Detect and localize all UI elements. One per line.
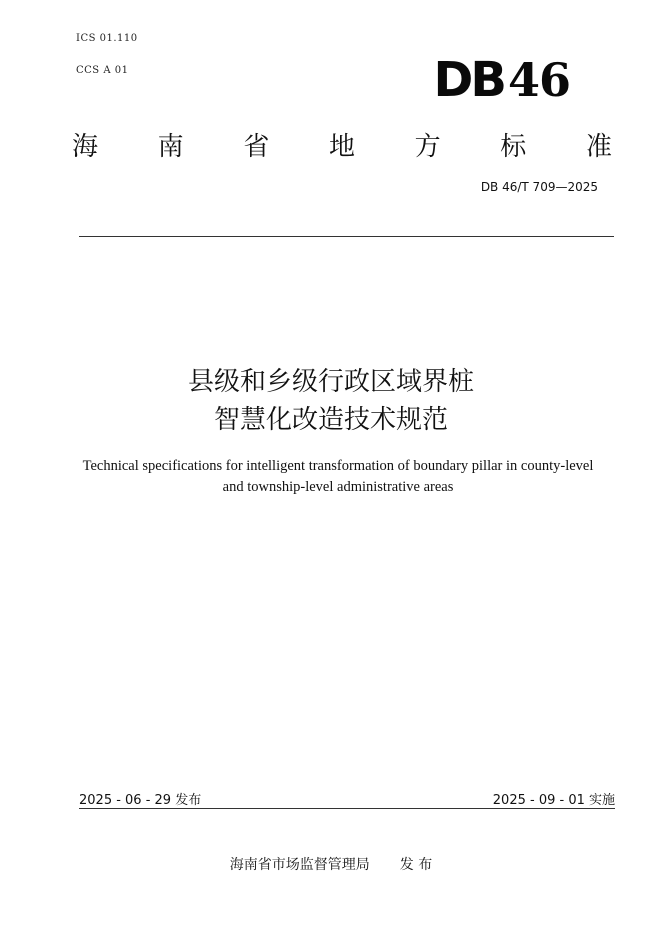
standard-type-char: 准	[585, 132, 612, 162]
db-logo	[433, 52, 570, 108]
issue-date: 2025 - 06 - 29 发布	[79, 793, 202, 808]
db-logo-prefix: DB	[433, 52, 504, 108]
implementation-date: 2025 - 09 - 01 实施	[492, 793, 615, 808]
ccs-code: CCS A 01	[76, 65, 129, 76]
title-en: Technical specifications for intelligent transformation of boundary pillar in county-level and township-level administrative areas	[82, 458, 594, 495]
ics-code: ICS 01.110	[76, 33, 138, 44]
standard-number: DB 46/T 709—2025	[480, 180, 598, 194]
title-zh-line2: 智慧化改造技术规范	[213, 405, 448, 435]
standard-type-char: 地	[328, 132, 355, 162]
title-zh-line1: 县级和乡级行政区域界桩	[187, 367, 474, 397]
issuer-action: 发 布	[399, 857, 433, 873]
db-logo-number: 46	[507, 53, 570, 107]
issuer-name: 海南省市场监督管理局	[229, 857, 370, 873]
standard-type-char: 海	[72, 132, 99, 162]
standard-type-char: 省	[243, 132, 270, 162]
top-divider	[79, 236, 614, 237]
standard-type-char: 南	[157, 132, 184, 162]
bottom-divider	[79, 808, 615, 809]
standard-type-title	[72, 126, 612, 163]
standard-type-char: 方	[414, 132, 441, 162]
standard-type-char: 标	[500, 132, 527, 162]
issuer	[0, 854, 662, 874]
